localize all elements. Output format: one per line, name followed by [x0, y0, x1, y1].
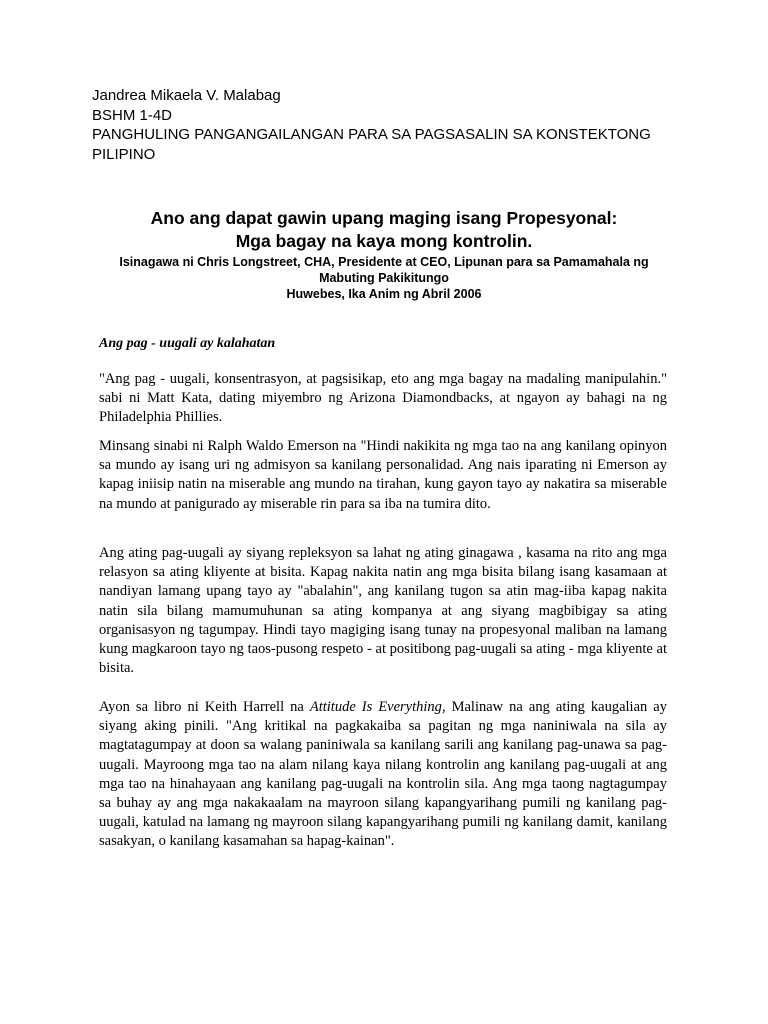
document-header	[92, 86, 692, 164]
requirement-title-line1: PANGHULING PANGANGAILANGAN PARA SA PAGSASALIN SA KONSTEKTONG	[92, 126, 651, 143]
class-section: BSHM 1-4D	[92, 106, 173, 124]
article-title-line1: Ano ang dapat gawin upang maging isang Propesyonal:	[150, 208, 618, 228]
paragraph-4-body: , Malinaw na ang ating kaugalian ay siyang aking pinili. "Ang kritikal na pagkakaiba sa pagitan ng mga naniniwala na sila ay magtatagumpay at doon sa walang paniniwala sa kanilang sarili ang kanilang pag-unawa sa pag-uugali. Mayroong mga tao na alam nilang kaya nilang kontrolin ang kanilang pag-uugali at ang mga tao na hinahayaan ang kanilang pag-uugali na kontrolin sila. Ang mga taong nagtagumpay sa buhay ay ang mga nakakaalam na mayroon silang kapangyarihang pumili ng kanilang pag-uugali, katulad na lamang ng mayroon silang kapangyarihang pumili ng kanilang damit, kanilang sasakyan, o kanilang kasamahan sa hapag-kainan".	[99, 699, 667, 850]
paragraph-4	[99, 698, 667, 852]
byline-line2: Mabuting Pakikitungo	[319, 271, 449, 285]
paragraph-2: Minsang sinabi ni Ralph Waldo Emerson na "Hindi nakikita ng mga tao na ang kanilang opinyon sa mundo ay isang uri ng admisyon sa kanilang personalidad. Ang nais iparating ni Emerson ay kapag iniisip natin na miserable ang mundo na tirahan, kung gayon tayo ay nakatira sa miserable na mundo at panigurado ay miserable rin para sa iba na tumira dito.	[99, 438, 667, 512]
byline-line1: Isinagawa ni Chris Longstreet, CHA, Presidente at CEO, Lipunan para sa Pamamahala ng	[119, 255, 649, 269]
article-date: Huwebes, Ika Anim ng Abril 2006	[286, 287, 482, 301]
requirement-title-line2: PILIPINO	[92, 145, 156, 163]
article-title-line2: Mga bagay na kaya mong kontrolin.	[235, 231, 533, 251]
paragraph-1: "Ang pag - uugali, konsentrasyon, at pagsisikap, eto ang mga bagay na madaling manipulahin." sabi ni Matt Kata, dating miyembro ng Arizona Diamondbacks, at ngayon ay bahagi na ng Philadelphia Phillies.	[99, 371, 667, 426]
author-name: Jandrea Mikaela V. Malabag	[92, 87, 281, 104]
section-heading: Ang pag - uugali ay kalahatan	[99, 336, 276, 351]
paragraph-3: Ang ating pag-uugali ay siyang repleksyon sa lahat ng ating ginagawa , kasama na rito ang mga relasyon sa ating kliyente at bisita. Kapag nakita natin ang mga bisita bilang isang kasamaan at nandiyan lamang upang tayo ay "abalahin", ang kanilang tugon sa atin mag-iiba kapag nakita natin sila bilang mamumuhunan sa ating kompanya at ang siyang magbibigay sa ating organisasyon ng tagumpay. Hindi tayo magiging isang tunay na propesyonal maliban na lamang kung magkaroon tayo ng taos-pusong respeto - at positibong pag-uugali sa ating - mga kliyente at bisita.	[99, 545, 667, 677]
book-title: Attitude Is Everything	[309, 699, 442, 715]
paragraph-4-intro: Ayon sa libro ni Keith Harrell na	[99, 699, 310, 715]
article-title-block	[92, 207, 676, 302]
